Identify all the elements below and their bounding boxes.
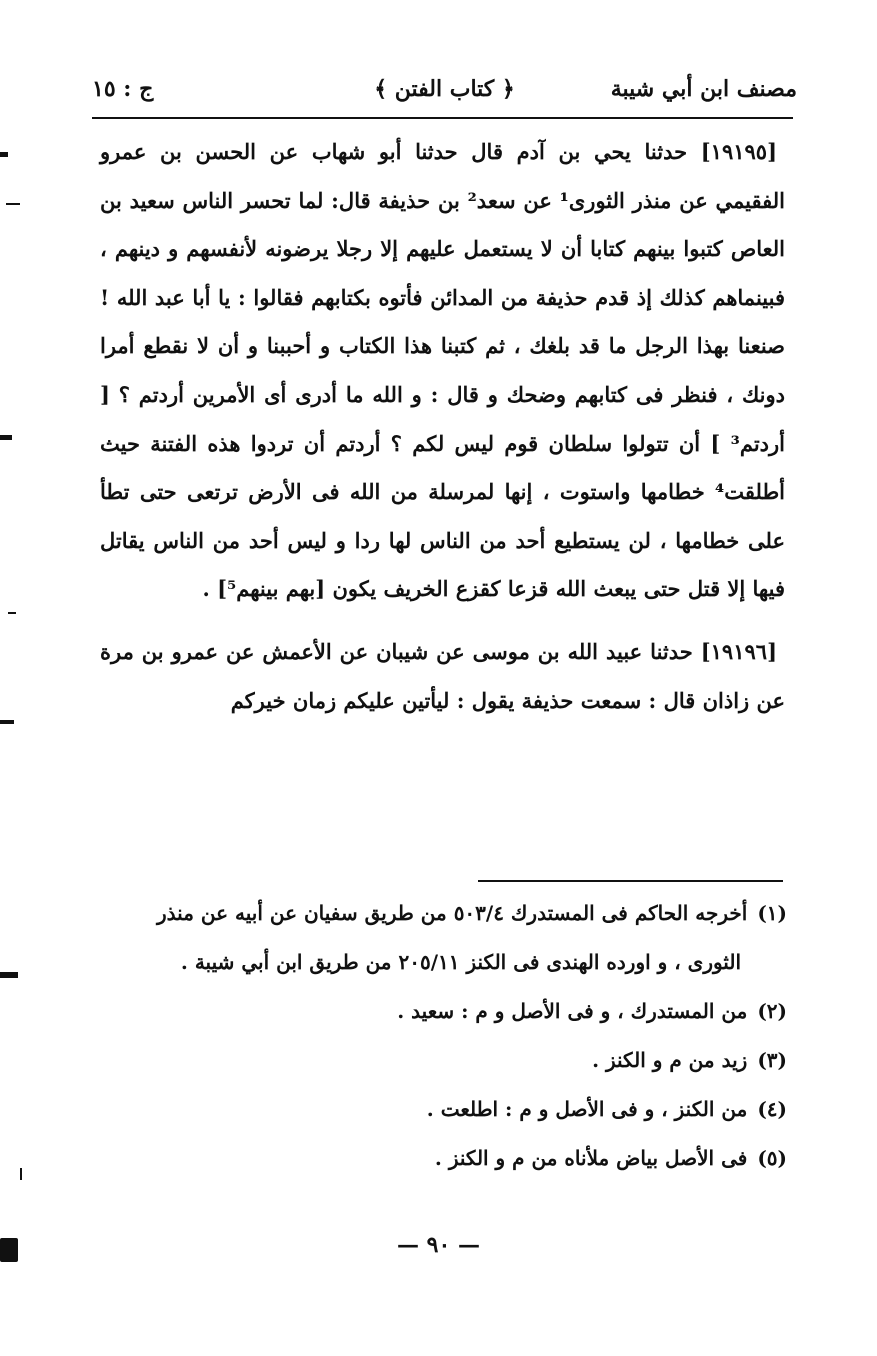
footnote-text: أخرجه الحاكم فى المستدرك ٥٠٣/٤ من طريق سفيان عن أبيه عن منذر [157,901,748,925]
footnote [100,1134,787,1183]
hadith-paragraph [100,628,785,725]
page-number: — ٩٠ — [397,1232,480,1258]
footnote-text: زيد من م و الكنز . [592,1048,748,1072]
footnote-continuation: الثورى ، و اورده الهندى فى الكنز ٢٠٥/١١ من طريق ابن أبي شيبة . [180,950,741,974]
hadith-number: [١٩١٩٦] [700,638,777,664]
footnote-number: (٣) [757,1048,787,1072]
hadith-text: حدثنا عبيد الله بن موسى عن شيبان عن الأعمش عن عمرو بن مرة عن زاذان قال : سمعت حذيفة يقول : ليأتين عليكم زمان خيركم [100,638,785,713]
footnote-number: (٥) [757,1146,787,1170]
scan-edge-mark [0,972,18,978]
footnotes [100,889,787,1183]
scan-edge-mark [6,203,20,205]
book-title: مصنف ابن أبي شيبة [610,76,797,102]
hadith-paragraph [100,128,785,614]
volume-number: ج : ١٥ [92,76,154,102]
footnote-text: من الكنز ، و فى الأصل و م : اطلعت . [426,1097,748,1121]
footnote-divider [478,880,783,882]
footnote [100,889,787,938]
hadith-text: حدثنا يحي بن آدم قال حدثنا أبو شهاب عن الحسن بن عمرو الفقيمي عن منذر الثورى¹ عن سعد² بن حذيفة قال: لما تحسر الناس سعيد بن العاص كتبوا بينهم كتابا أن لا يستعمل عليهم إلا رجلا يرضونه لأنفسهم و دينهم ، فبينماهم كذلك إذ قدم حذيفة من المدائن فأتوه بكتابهم فقالوا : يا أبا عبد الله ! صنعنا بهذا الرجل ما قد بلغك ، ثم كتبنا هذا الكتاب و أحببنا و أن لا نقطع أمرا دونك ، فنظر فى كتابهم وضحك و قال : و الله ما أدرى أى الأمرين أردتم ؟ [ أردتم³ ] أن تتولوا سلطان قوم ليس لكم ؟ أردتم أن تردوا هذه الفتنة حيث أطلقت⁴ خطامها واستوت ، إنها لمرسلة من الله فى الأرض ترتعى حتى تطأ على خطامها ، لن يستطيع أحد من الناس لها ردا و ليس أحد من الناس يقاتل فيها إلا قتل حتى يبعث الله قزعا كقزع الخريف يكون [بهم بينهم⁵] . [100,139,785,602]
chapter-title: ﴿ كتاب الفتن ﴾ [374,76,515,102]
running-header [92,64,797,114]
footnote-text: فى الأصل بياض ملأناه من م و الكنز . [434,1146,748,1170]
footnote-text: من المستدرك ، و فى الأصل و م : سعيد . [397,999,748,1023]
scan-edge-mark [8,612,16,614]
footnote-number: (٢) [757,999,787,1023]
scan-edge-mark [20,1168,22,1180]
main-text [100,128,785,725]
footnote-number: (١) [757,901,787,925]
header-divider [92,117,793,119]
footnote-number: (٤) [757,1097,787,1121]
scan-edge-mark [0,1238,18,1262]
footnote [100,987,787,1036]
hadith-number: [١٩١٩٥] [700,139,778,164]
footnote [100,1036,787,1085]
scan-edge-mark [0,152,8,157]
scan-edge-mark [0,720,14,724]
footnote [100,1085,787,1134]
scan-edge-mark [0,435,12,440]
